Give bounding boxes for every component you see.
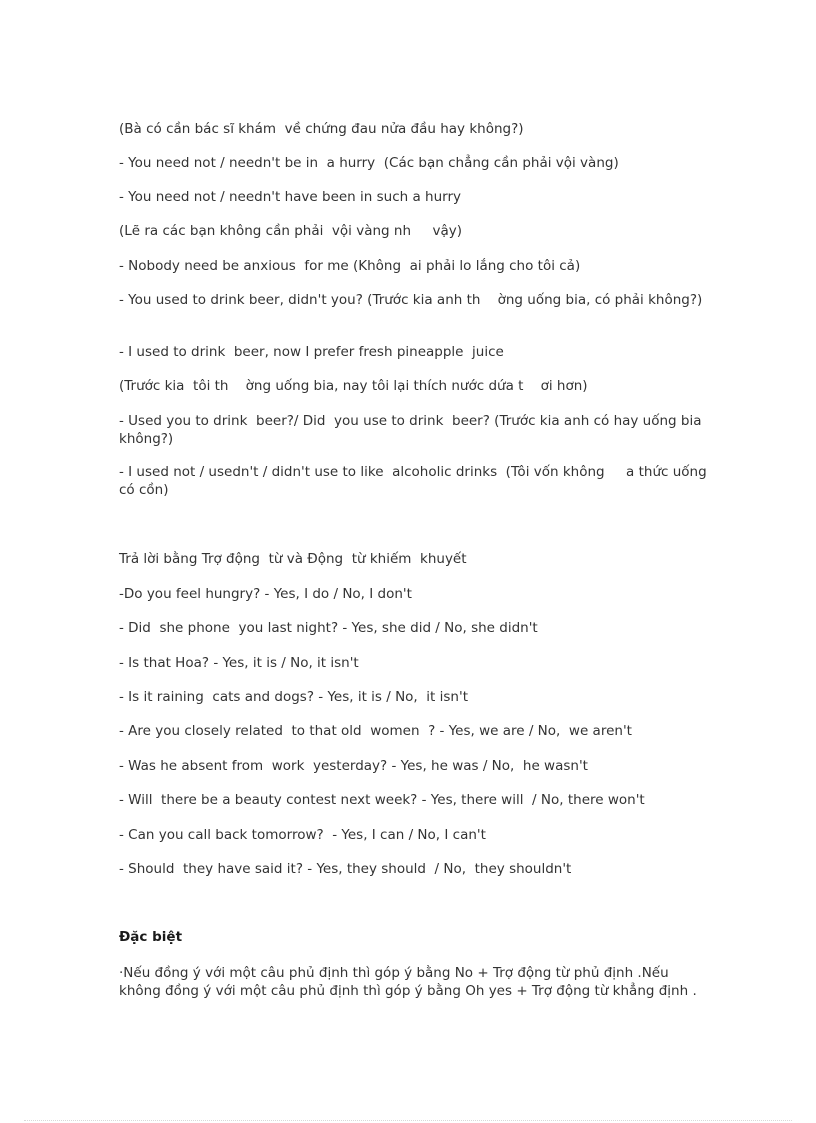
text-line: - Was he absent from work yesterday? - Yes, he was / No, he wasn't: [119, 758, 588, 774]
section-title: Trả lời bằng Trợ động từ và Động từ khiếm khuyết: [119, 551, 467, 567]
text-line: - Should they have said it? - Yes, they should / No, they shouldn't: [119, 861, 572, 877]
text-line: - Can you call back tomorrow? - Yes, I can / No, I can't: [119, 827, 486, 843]
text-line: - Did she phone you last night? - Yes, she did / No, she didn't: [119, 620, 538, 636]
text-line: (Trước kia tôi th ờng uống bia, nay tôi lại thích nước dứa t ơi hơn): [119, 378, 588, 394]
text-line: (Bà có cần bác sĩ khám về chứng đau nửa đầu hay không?): [119, 121, 524, 137]
text-line: - You need not / needn't have been in such a hurry: [119, 189, 462, 205]
text-line: (Lẽ ra các bạn không cần phải vội vàng nh vậy): [119, 223, 462, 239]
text-line: - Used you to drink beer?/ Did you use to drink beer? (Trước kia anh có hay uống bia không?): [119, 413, 706, 447]
text-line: - Is that Hoa? - Yes, it is / No, it isn't: [119, 655, 359, 671]
text-line: - Nobody need be anxious for me (Không ai phải lo lắng cho tôi cả): [119, 258, 581, 274]
text-line: - I used to drink beer, now I prefer fresh pineapple juice: [119, 344, 504, 360]
text-line: - Will there be a beauty contest next week? - Yes, there will / No, there won't: [119, 792, 645, 808]
footer-divider: [24, 1120, 792, 1121]
text-line: -Do you feel hungry? - Yes, I do / No, I don't: [119, 586, 412, 602]
section-heading: Đặc biệt: [119, 929, 183, 945]
paragraph: ·Nếu đồng ý với một câu phủ định thì góp ý bằng No + Trợ động từ phủ định .Nếu không đồng ý với một câu phủ định thì góp ý bằng Oh yes + Trợ động từ khẳng định .: [119, 965, 697, 999]
text-line: - Are you closely related to that old women ? - Yes, we are / No, we aren't: [119, 723, 632, 739]
text-line: - I used not / usedn't / didn't use to like alcoholic drinks (Tôi vốn không a thức uống có cồn): [119, 464, 711, 498]
text-line: - Is it raining cats and dogs? - Yes, it is / No, it isn't: [119, 689, 468, 705]
text-line: - You need not / needn't be in a hurry (Các bạn chẳng cần phải vội vàng): [119, 155, 619, 171]
text-line: - You used to drink beer, didn't you? (Trước kia anh th ờng uống bia, có phải không?): [119, 292, 703, 308]
